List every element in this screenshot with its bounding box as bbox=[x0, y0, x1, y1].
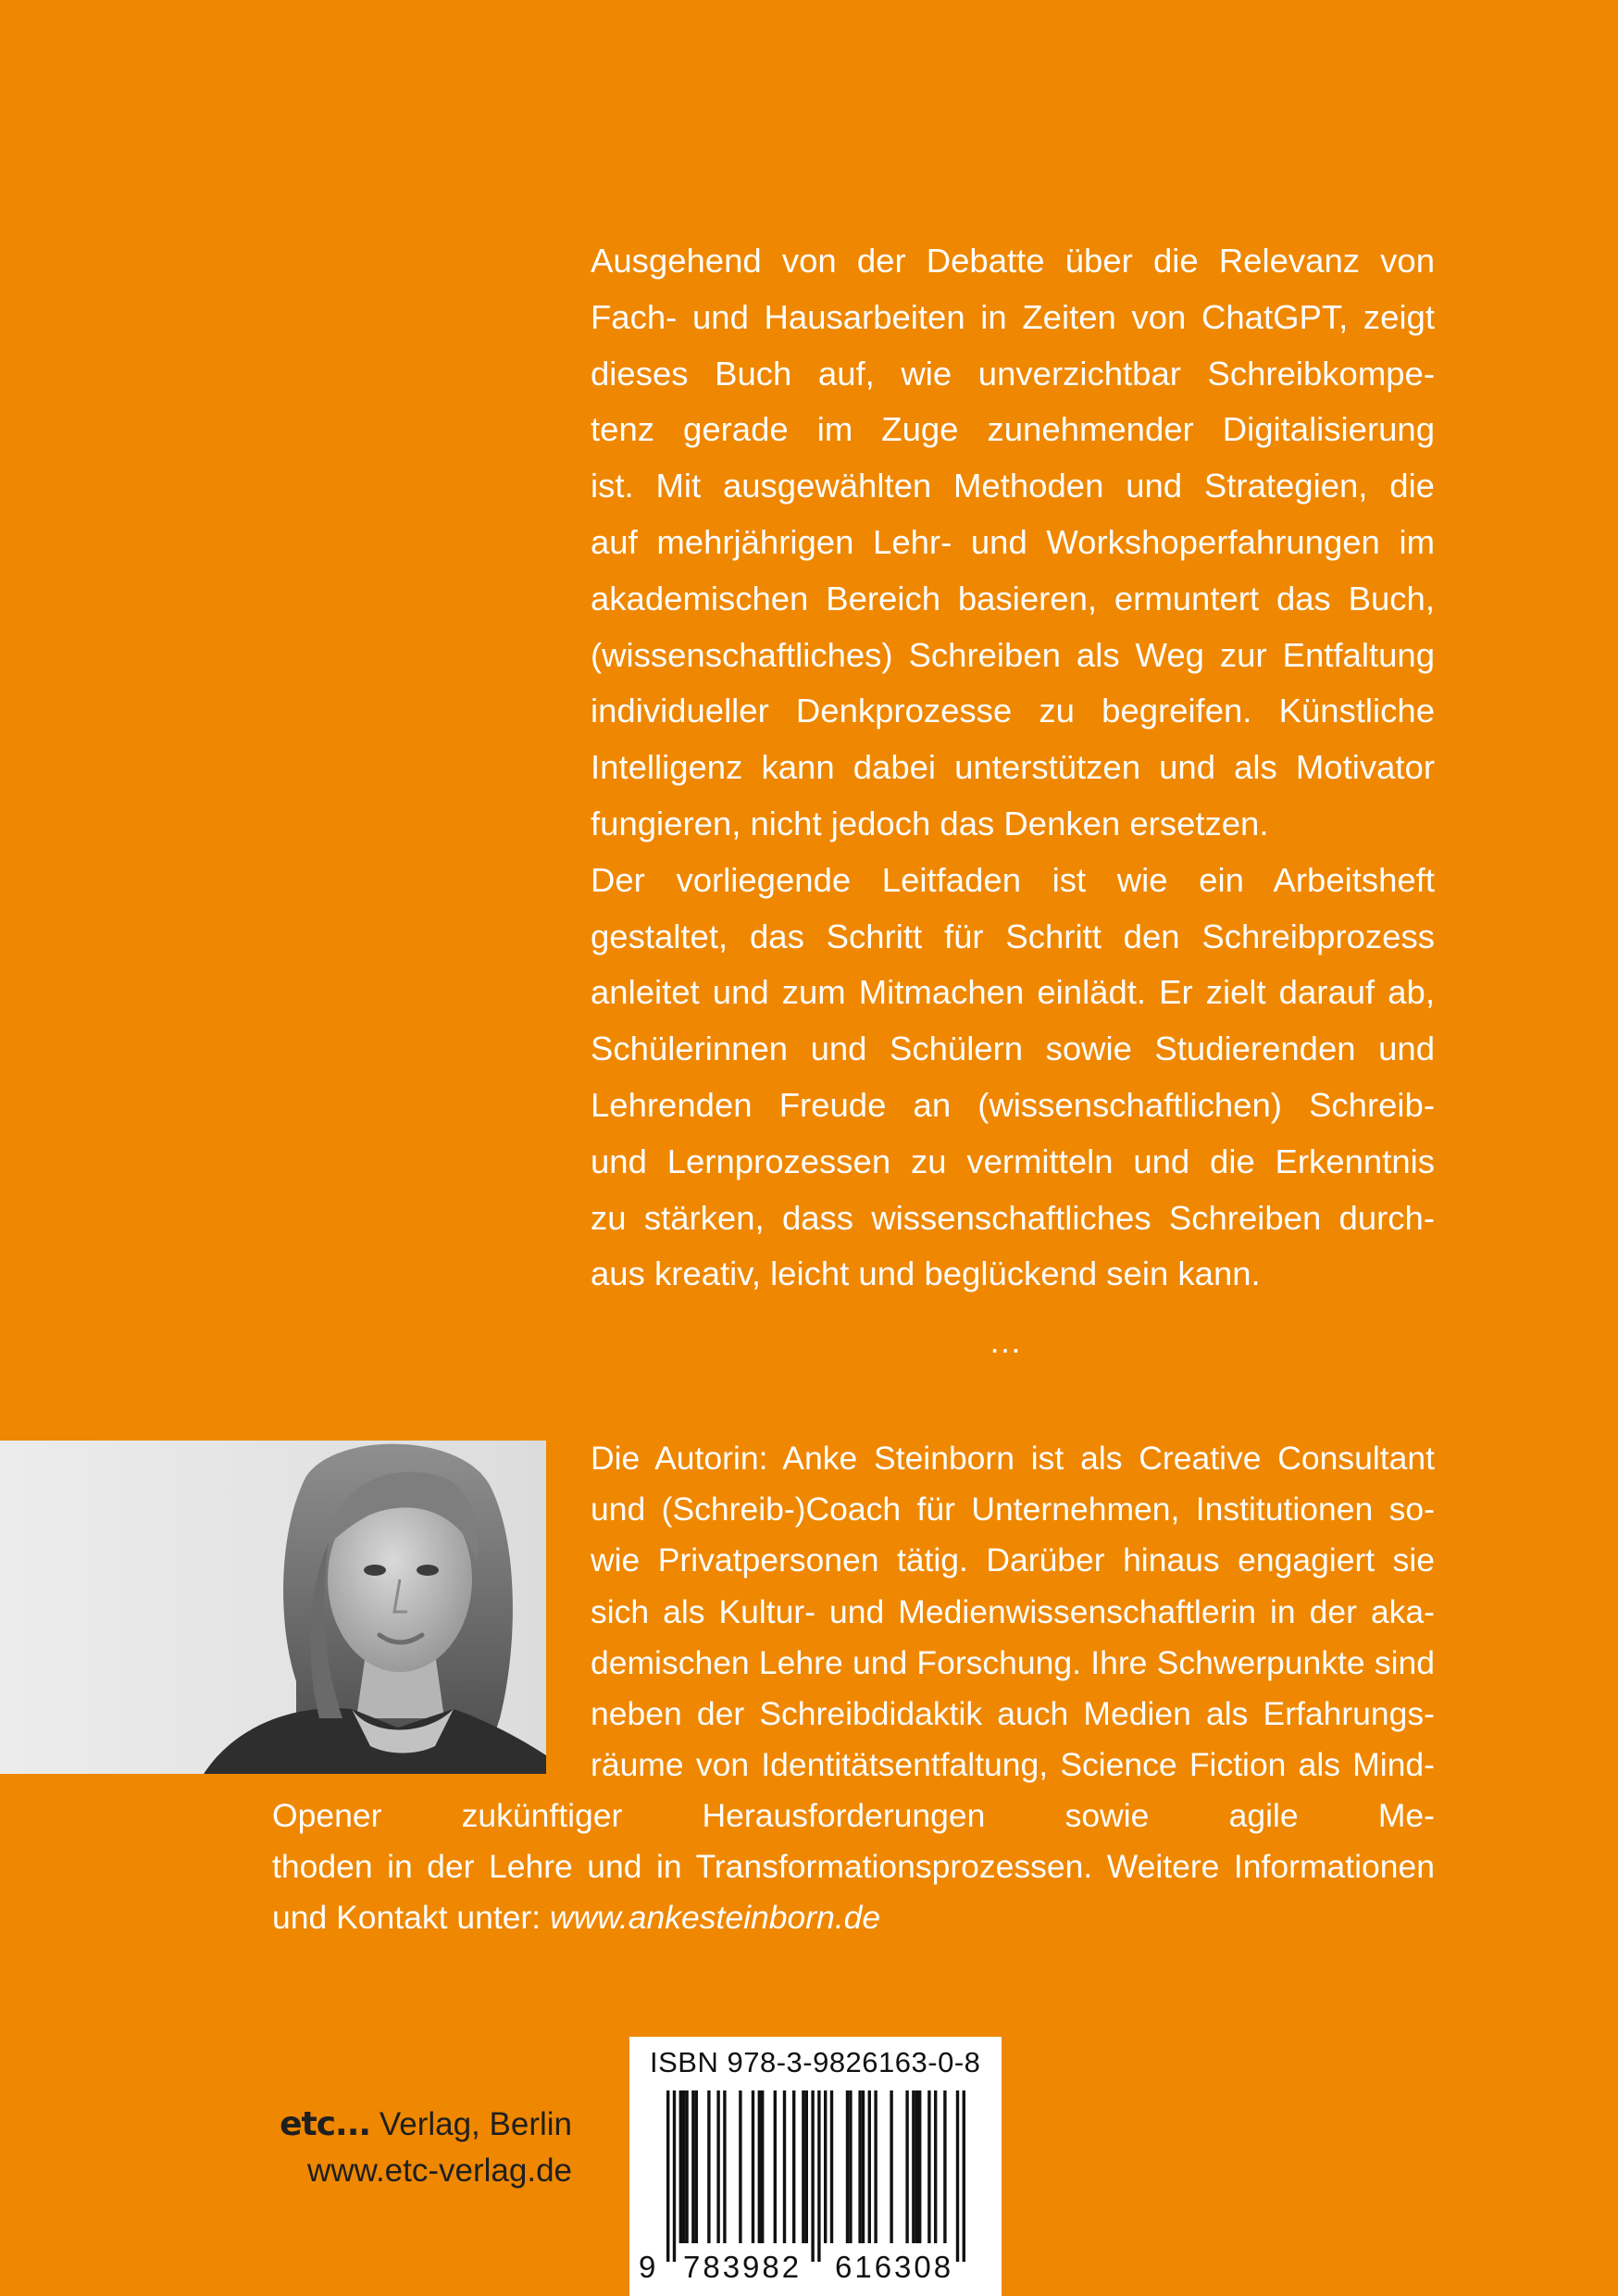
blurb-line: (wissenschaftliches) Schreiben als Weg zur Entfaltung bbox=[591, 635, 1435, 674]
bio-line: Opener zukünftiger Herausforderungen sowie agile Me- bbox=[272, 1797, 1435, 1834]
barcode-bar bbox=[723, 2090, 726, 2243]
blurb-line: aus kreativ, leicht und beglückend sein kann. bbox=[591, 1254, 1261, 1293]
barcode-bar bbox=[695, 2090, 698, 2243]
blurb-line: Schülerinnen und Schülern sowie Studierenden und bbox=[591, 1029, 1435, 1068]
barcode-bar bbox=[679, 2090, 682, 2243]
barcode-bar bbox=[830, 2090, 833, 2243]
barcode-bar bbox=[858, 2090, 861, 2243]
author-website-link[interactable]: www.ankesteinborn.de bbox=[549, 1899, 881, 1937]
blurb-line: Der vorliegende Leitfaden ist wie ein Arbeitsheft bbox=[591, 860, 1435, 899]
barcode-bar bbox=[849, 2090, 852, 2243]
barcode-bar bbox=[862, 2090, 865, 2243]
blurb-line: zu stärken, dass wissenschaftliches Schreiben durch- bbox=[591, 1198, 1435, 1237]
bio-line: räume von Identitätsentfaltung, Science Fiction als Mind- bbox=[591, 1746, 1435, 1784]
bio-line: thoden in der Lehre und in Transformationsprozessen. Weitere Informationen bbox=[272, 1848, 1435, 1886]
barcode-bar bbox=[774, 2090, 777, 2243]
publisher-logo: etc... bbox=[280, 2105, 371, 2143]
isbn-barcode bbox=[629, 2037, 1002, 2296]
blurb-line: Fach- und Hausarbeiten in Zeiten von ChatGPT, zeigt bbox=[591, 297, 1435, 336]
barcode-bar bbox=[905, 2090, 908, 2243]
barcode-bar bbox=[758, 2090, 761, 2243]
barcode-bar bbox=[927, 2090, 930, 2243]
blurb-line: Ausgehend von der Debatte über die Relevanz von bbox=[591, 242, 1435, 280]
barcode-bars bbox=[666, 2090, 967, 2262]
barcode-bar bbox=[943, 2090, 946, 2243]
barcode-bar bbox=[752, 2090, 754, 2243]
barcode-bar bbox=[716, 2090, 719, 2243]
publisher-name: Verlag, Berlin bbox=[370, 2106, 572, 2142]
blurb-line: ist. Mit ausgewählten Methoden und Strategien, die bbox=[591, 467, 1435, 505]
barcode-bar bbox=[817, 2090, 820, 2262]
barcode-bar bbox=[918, 2090, 921, 2243]
barcode-bar bbox=[761, 2090, 764, 2243]
blurb-line: fungieren, nicht jedoch das Denken ersetzen. bbox=[591, 804, 1269, 842]
barcode-digits-left: 783982 bbox=[683, 2250, 803, 2284]
barcode-bar bbox=[802, 2090, 804, 2243]
blurb-line: akademischen Bereich basieren, ermuntert das Buch, bbox=[591, 579, 1435, 618]
barcode-bar bbox=[739, 2090, 741, 2243]
isbn-label: ISBN 978-3-9826163-0-8 bbox=[650, 2046, 981, 2078]
barcode-bar bbox=[792, 2090, 795, 2243]
blurb-line: tenz gerade im Zuge zunehmender Digitalisierung bbox=[591, 410, 1435, 449]
blurb-line: individueller Denkprozesse zu begreifen. Künstliche bbox=[591, 692, 1435, 730]
barcode-digits-right: 616308 bbox=[835, 2250, 954, 2284]
barcode-bar bbox=[963, 2090, 965, 2262]
barcode-bar bbox=[805, 2090, 808, 2243]
barcode-bar bbox=[956, 2090, 959, 2262]
barcode-bar bbox=[682, 2090, 685, 2243]
bio-line: Die Autorin: Anke Steinborn ist als Creative Consultant bbox=[591, 1440, 1435, 1477]
blurb-line: auf mehrjährigen Lehr- und Workshoperfahrungen im bbox=[591, 522, 1435, 561]
barcode-bar bbox=[691, 2090, 694, 2243]
blurb-line: gestaltet, das Schritt für Schritt den Schreibprozess bbox=[591, 917, 1435, 955]
blurb-line: dieses Buch auf, wie unverzichtbar Schreibkompe- bbox=[591, 354, 1435, 393]
bio-line: demischen Lehre und Forschung. Ihre Schwerpunkte sind bbox=[591, 1643, 1435, 1681]
barcode-bar bbox=[890, 2090, 892, 2243]
publisher-url[interactable]: www.etc-verlag.de bbox=[307, 2152, 572, 2189]
author-photo bbox=[0, 1441, 546, 1774]
barcode-bar bbox=[811, 2090, 814, 2262]
bio-line: und (Schreib-)Coach für Unternehmen, Institutionen so- bbox=[591, 1491, 1435, 1529]
barcode-bar bbox=[666, 2090, 669, 2262]
barcode-bar bbox=[934, 2090, 937, 2243]
publisher-info bbox=[267, 2102, 572, 2194]
author-bio bbox=[591, 1433, 1435, 1791]
ellipsis: … bbox=[989, 1322, 1026, 1360]
blurb-line: Lehrenden Freude an (wissenschaftlichen) Schreib- bbox=[591, 1085, 1435, 1124]
bio-contact-line bbox=[272, 1892, 1435, 1943]
barcode-bar bbox=[707, 2090, 710, 2243]
barcode-bar bbox=[912, 2090, 915, 2243]
blurb-line: und Lernprozessen zu vermitteln und die Erkenntnis bbox=[591, 1142, 1435, 1180]
barcode-bar bbox=[915, 2090, 918, 2243]
barcode-bar bbox=[846, 2090, 849, 2243]
barcode-bar bbox=[874, 2090, 877, 2243]
barcode-bar bbox=[685, 2090, 688, 2243]
bio-line: sich als Kultur- und Medienwissenschaftlerin in der aka- bbox=[591, 1592, 1435, 1630]
blurb-line: Intelligenz kann dabei unterstützen und als Motivator bbox=[591, 748, 1435, 787]
blurb-line: anleitet und zum Mitmachen einlädt. Er zielt darauf ab, bbox=[591, 973, 1435, 1012]
barcode-bar bbox=[824, 2090, 827, 2243]
bio-contact-prefix: und Kontakt unter: bbox=[272, 1899, 550, 1937]
barcode-bar bbox=[868, 2090, 871, 2243]
author-bio-continued bbox=[272, 1791, 1435, 1944]
bio-line: neben der Schreibdidaktik auch Medien als Erfahrungs- bbox=[591, 1694, 1435, 1732]
barcode-bar bbox=[783, 2090, 786, 2243]
blurb-text bbox=[591, 233, 1435, 1303]
author-portrait-image bbox=[0, 1441, 546, 1774]
publisher-name-line bbox=[267, 2102, 572, 2148]
barcode-digit-first: 9 bbox=[639, 2250, 656, 2284]
bio-line: wie Privatpersonen tätig. Darüber hinaus engagiert sie bbox=[591, 1541, 1435, 1579]
barcode-bar bbox=[673, 2090, 676, 2262]
